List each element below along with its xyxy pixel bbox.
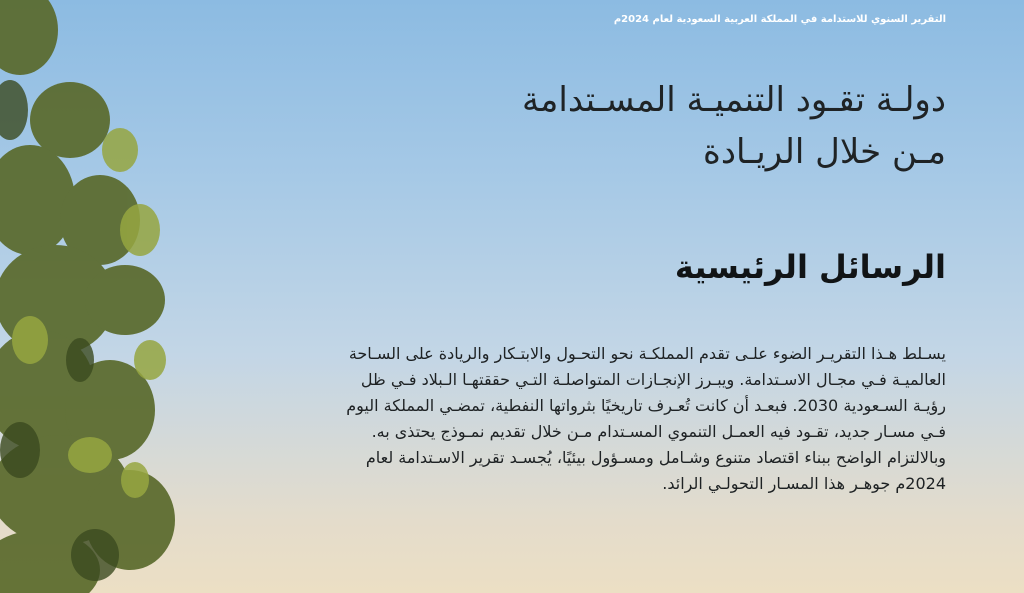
body-line-1: يسـلط هـذا التقريـر الضوء علـى تقدم المملكـة نحو التحـول والابتـكار والريادة على السـاحة xyxy=(348,344,946,363)
body-line-6: 2024م جوهـر هذا المسـار التحولـي الرائد. xyxy=(662,474,946,493)
body-line-2: العالميـة فـي مجـال الاسـتدامة. ويبـرز الإنجـازات المتواصلـة التـي حققتهـا الـبلاد فـي ظل xyxy=(360,370,946,389)
page-title xyxy=(326,74,946,178)
page-title-line-2: مـن خلال الريـادة xyxy=(703,132,946,172)
body-line-3: رؤيـة السـعودية 2030. فبعـد أن كانت تُعـرف تاريخيًا بثرواتها النفطية، تمضـي المملكة اليوم xyxy=(346,396,946,415)
body-paragraph xyxy=(226,341,946,497)
tree-foliage-image xyxy=(0,0,190,593)
body-line-5: وبالالتزام الواضح ببناء اقتصاد متنوع وشـامل ومسـؤول بيئيًا، يُجسـد تقرير الاسـتدامة لعام xyxy=(365,448,946,467)
section-heading: الرسائل الرئيسية xyxy=(674,248,946,286)
body-line-4: فـي مسـار جديد، تقـود فيه العمـل التنموي المسـتدام مـن خلال تقديم نمـوذج يحتذى به. xyxy=(371,422,946,441)
report-header: التقرير السنوي للاستدامة في المملكة العربية السعودية لعام 2024م xyxy=(613,14,946,25)
page-title-line-1: دولـة تقـود التنميـة المسـتدامة xyxy=(521,80,946,120)
